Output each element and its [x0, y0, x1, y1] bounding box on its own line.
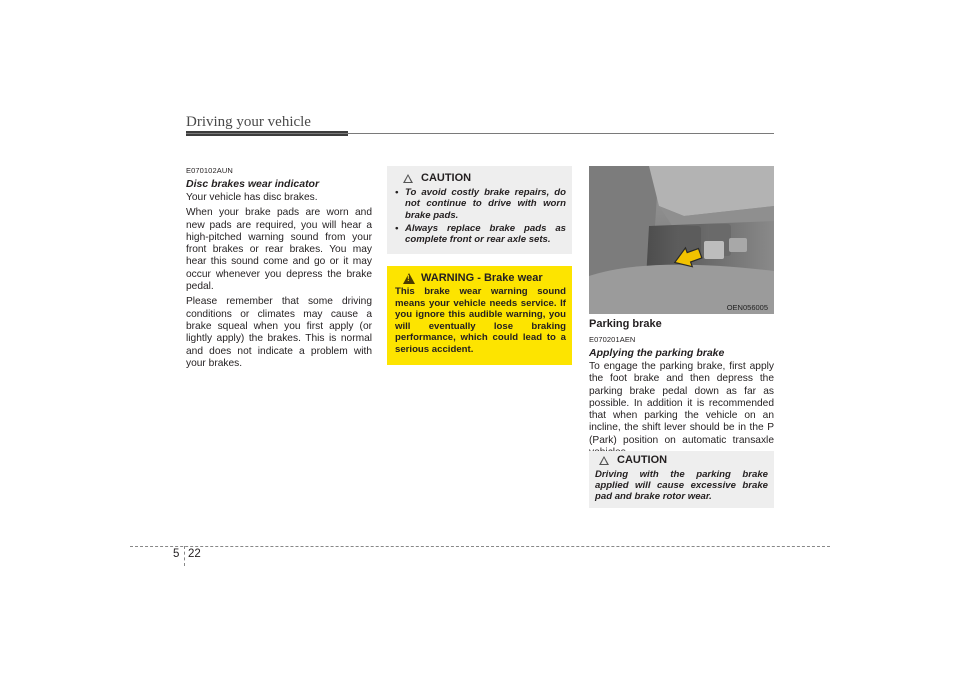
- section-subhead: Disc brakes wear indicator: [186, 178, 320, 190]
- caution-text: Driving with the parking brake applied will cause excessive brake pad and brake rotor wear.: [595, 469, 768, 503]
- paragraph: Please remember that some driving conditions or climates may cause a brake squeal when you first apply (or lightly apply) the brakes. This is normal and does not indicate a problem with your brakes.: [186, 296, 372, 369]
- header-rule: [186, 133, 774, 134]
- caution-triangle-icon: [599, 456, 609, 465]
- paragraph: When your brake pads are worn and new pads are required, you will hear a high-pitched warning sound from your front brakes or rear brakes. You may hear this sound come and go or it may occur whenever you depress the brake pedal.: [186, 207, 372, 293]
- section-body: [186, 192, 372, 370]
- right-column: [589, 318, 774, 459]
- caution-box-parking-brake: [589, 451, 774, 508]
- warning-title: WARNING: [421, 272, 475, 284]
- page-header-title: Driving your vehicle: [186, 114, 311, 130]
- warning-triangle-icon: [403, 273, 415, 284]
- page-number: 22: [188, 548, 201, 560]
- caution-text: To avoid costly brake repairs, do not continue to drive with worn brake pads.: [405, 187, 566, 221]
- caution-text: Always replace brake pads as complete front or rear axle sets.: [405, 222, 566, 246]
- list-item: [395, 223, 566, 246]
- paragraph: Your vehicle has disc brakes.: [186, 192, 318, 203]
- parking-brake-photo: [589, 166, 774, 314]
- section-body: To engage the parking brake, first apply the foot brake and then depress the parking brake pedal down as far as possible. In addition it is recommended that when parking the vehicle on an incline, the shift lever should be in the P (Park) position on automatic transaxle: [589, 361, 774, 446]
- caution-box-brake-pads: [387, 166, 572, 254]
- caution-list: [395, 187, 566, 245]
- left-column: [186, 166, 372, 373]
- section-code: E070102AUN: [186, 166, 233, 175]
- caution-heading: [599, 454, 768, 466]
- section-code: E070201AEN: [589, 335, 636, 344]
- caution-title: CAUTION: [421, 172, 472, 184]
- footer-divider: [184, 546, 185, 566]
- list-item: [395, 187, 566, 221]
- warning-body: This brake wear warning sound means your vehicle needs service. If you ignore this audible warning, you will eventually lose braking performance, which could lead to a serious accident.: [395, 286, 566, 355]
- figure-code: OEN056005: [726, 303, 768, 312]
- warning-subtitle: - Brake wear: [474, 272, 543, 284]
- warning-heading: [403, 272, 566, 284]
- caution-heading: [403, 172, 566, 184]
- section-subhead: Applying the parking brake: [589, 347, 725, 359]
- chapter-number: 5: [173, 548, 180, 560]
- footer-rule: [130, 546, 830, 547]
- bullet-icon: •: [395, 222, 399, 234]
- warning-box-brake-wear: [387, 266, 572, 365]
- section-title: Parking brake: [589, 318, 662, 330]
- bullet-icon: •: [395, 187, 399, 198]
- caution-title: CAUTION: [617, 454, 668, 466]
- parking-brake-pedal-illustration: [589, 166, 774, 314]
- caution-triangle-icon: [403, 174, 413, 183]
